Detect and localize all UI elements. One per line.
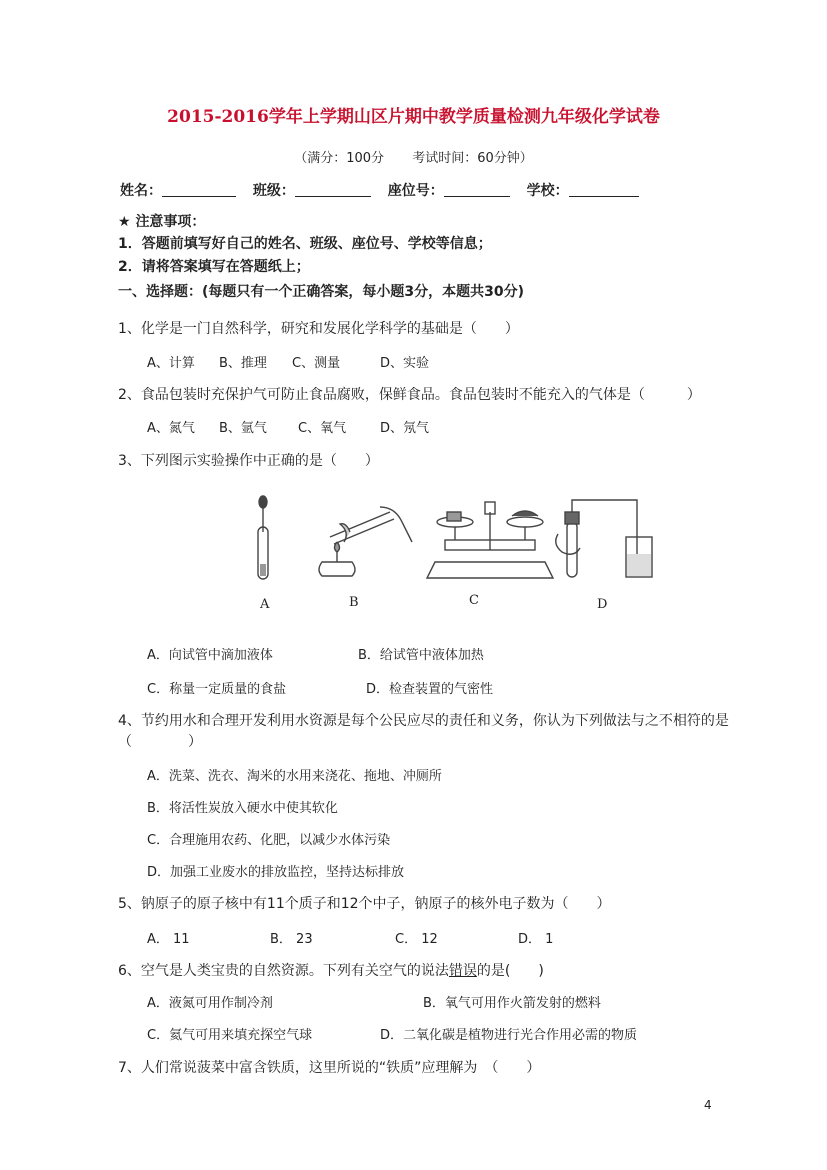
q2-option: D、氖气	[380, 421, 430, 436]
dropper-tube-figure	[258, 496, 268, 579]
q2-option: C、氧气	[298, 421, 347, 436]
q6-option: D．二氧化碳是植物进行光合作用必需的物质	[380, 1028, 638, 1043]
notice-item: 2．请将答案填写在答题纸上；	[118, 259, 310, 275]
name-label: 姓名：	[120, 183, 162, 199]
q1-option: D、实验	[380, 356, 430, 371]
class-label: 班级：	[252, 183, 295, 199]
question-2: 2、食品包装时充保护气可防止食品腐败，保鲜食品。食品包装时不能充入的气体是（ ）	[118, 387, 701, 403]
exam-subtitle	[0, 147, 827, 166]
lab-figures	[240, 492, 670, 592]
q2-option: A、氮气	[147, 421, 195, 436]
q4-option: A．洗菜、洗衣、淘米的水用来浇花、拖地、冲厕所	[147, 769, 442, 784]
q3-option: C．称量一定质量的食盐	[147, 682, 287, 697]
figure-label-d: D	[597, 597, 608, 612]
question-3: 3、下列图示实验操作中正确的是（ ）	[118, 453, 379, 469]
question-7: 7、人们常说菠菜中富含铁质，这里所说的“铁质”应理解为 （ ）	[118, 1060, 541, 1076]
q4-option: C．合理施用农药、化肥，以减少水体污染	[147, 833, 391, 848]
q6-option: B．氧气可用作火箭发射的燃料	[423, 996, 601, 1011]
full-score: （满分：100分	[294, 151, 385, 166]
q4-option: B．将活性炭放入硬水中使其软化	[147, 801, 338, 816]
exam-time: 考试时间：60分钟）	[412, 151, 533, 166]
school-blank	[569, 182, 639, 197]
q5-option: D． 1	[518, 932, 554, 947]
school-label: 学校：	[526, 183, 569, 199]
figure-label-a: A	[260, 597, 270, 612]
question-4-paren: （ ）	[118, 734, 202, 750]
question-5: 5、钠原子的原子核中有11个质子和12个中子，钠原子的核外电子数为（ ）	[118, 896, 611, 912]
section-heading: 一、选择题：(每题只有一个正确答案，每小题3分，本题共30分)	[118, 284, 525, 300]
question-6: 6、空气是人类宝贵的自然资源。下列有关空气的说法错误的是( )	[118, 963, 544, 979]
heating-figure	[319, 507, 412, 576]
q3-option: A．向试管中滴加液体	[147, 648, 273, 663]
page-number: 4	[704, 1098, 712, 1112]
question-4: 4、节约用水和合理开发利用水资源是每个公民应尽的责任和义务，你认为下列做法与之不相符的是	[118, 713, 729, 729]
notice-heading: ★ 注意事项：	[118, 214, 206, 230]
star-icon: ★	[118, 214, 131, 230]
balance-figure	[427, 502, 553, 578]
q5-option: A． 11	[147, 932, 190, 947]
airtight-check-figure	[556, 500, 652, 577]
q2-option: B、氩气	[219, 421, 267, 436]
student-info-row	[120, 180, 651, 200]
notice-item: 1．答题前填写好自己的姓名、班级、座位号、学校等信息；	[118, 236, 492, 252]
q1-option: A、计算	[147, 356, 195, 371]
q6-option: C．氦气可用来填充探空气球	[147, 1028, 313, 1043]
q4-option: D．加强工业废水的排放监控，坚持达标排放	[147, 865, 405, 880]
q6-option: A．液氮可用作制冷剂	[147, 996, 273, 1011]
q1-option: B、推理	[219, 356, 267, 371]
name-blank	[162, 182, 236, 197]
q5-option: C． 12	[395, 932, 438, 947]
figure-label-c: C	[469, 593, 479, 608]
q3-option: D．检查装置的气密性	[366, 682, 494, 697]
question-1: 1、化学是一门自然科学，研究和发展化学科学的基础是（ ）	[118, 321, 519, 337]
seat-label: 座位号：	[387, 183, 444, 199]
exam-title: 2015-2016学年上学期山区片期中教学质量检测九年级化学试卷	[167, 107, 660, 127]
q5-option: B． 23	[270, 932, 313, 947]
class-blank	[295, 182, 371, 197]
q3-option: B．给试管中液体加热	[358, 648, 484, 663]
q1-option: C、测量	[292, 356, 341, 371]
underlined-keyword: 错误	[448, 963, 477, 979]
seat-blank	[444, 182, 510, 197]
figure-label-b: B	[349, 595, 359, 610]
